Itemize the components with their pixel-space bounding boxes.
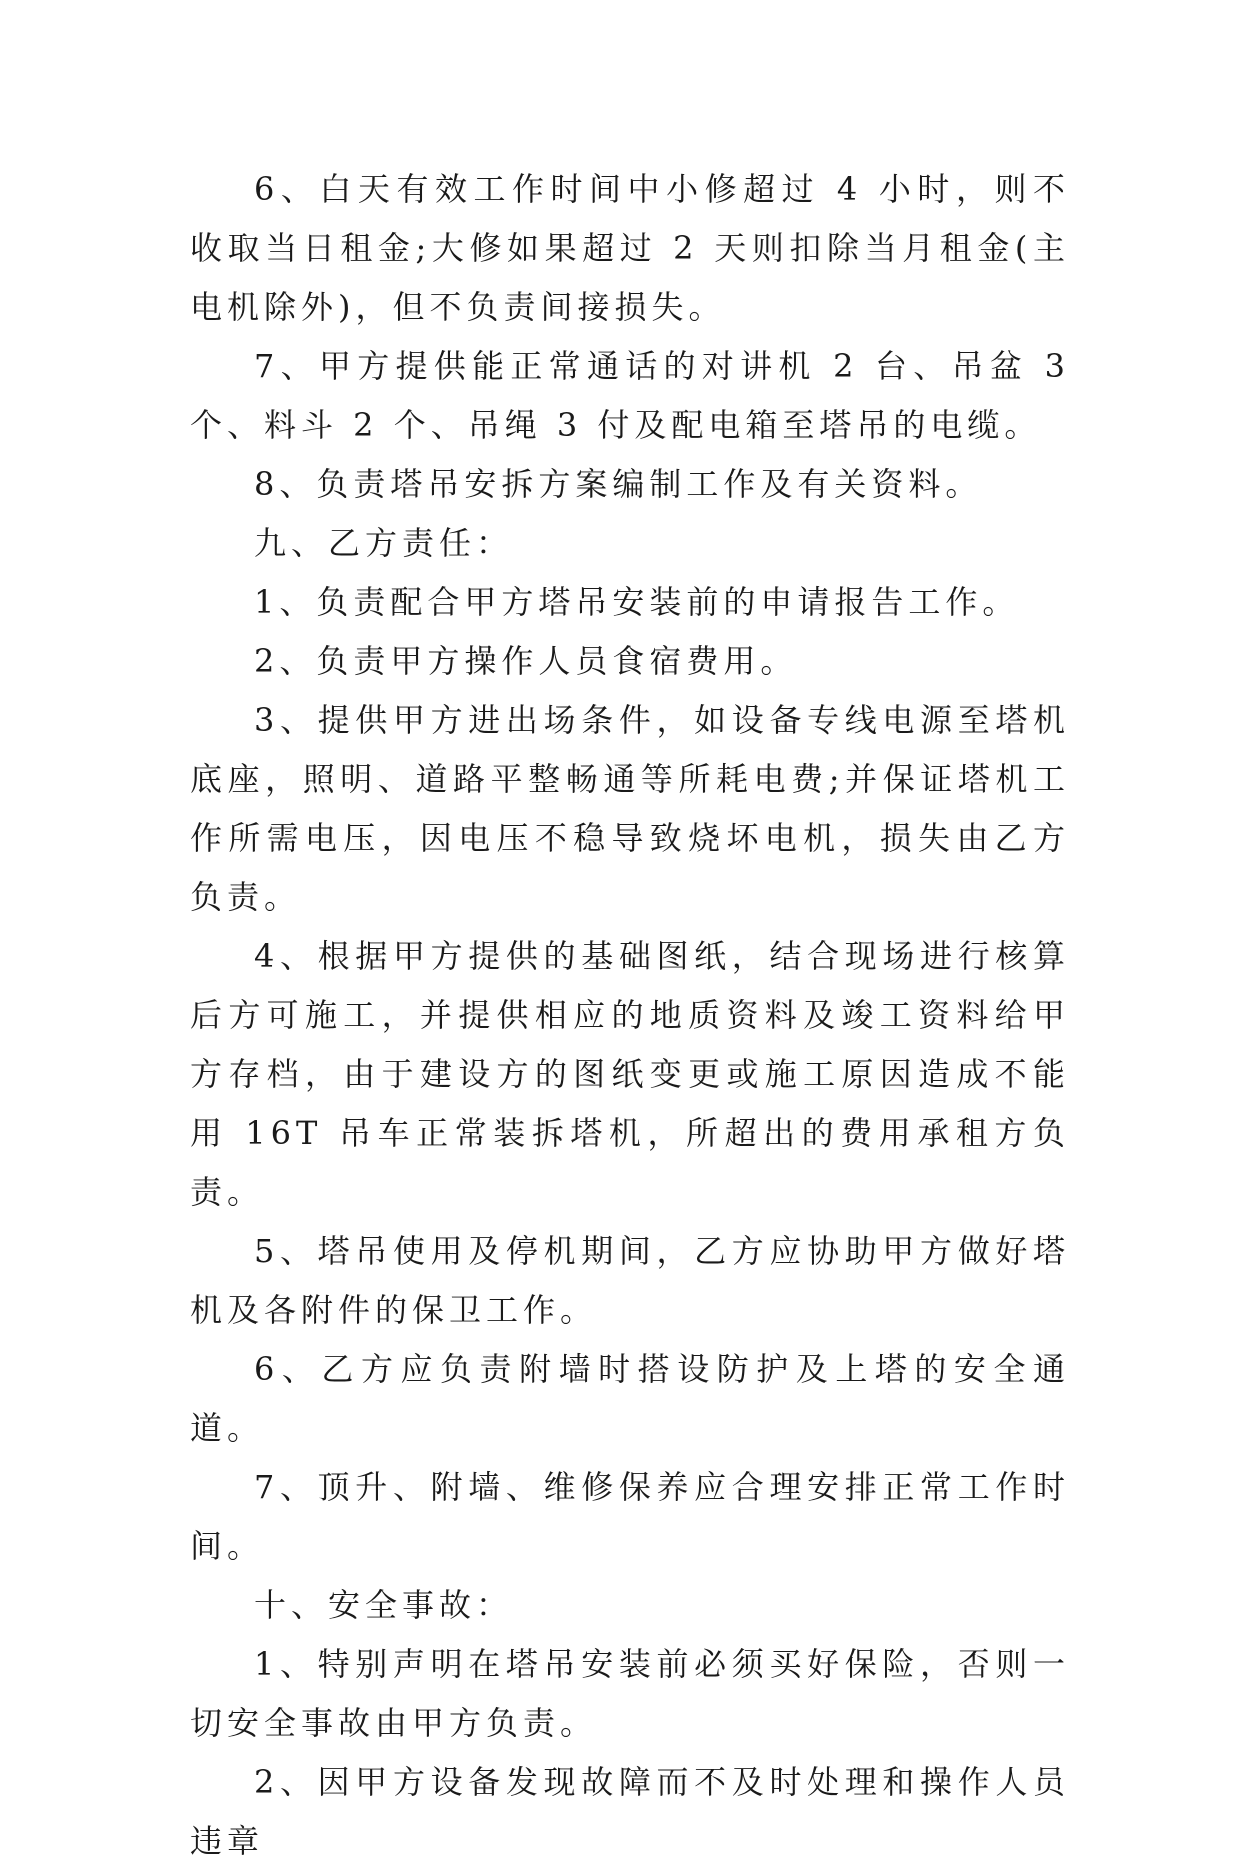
document-body	[190, 160, 1070, 1871]
paragraph-equipment-fault: 2、因甲方设备发现故障而不及时处理和操作人员违章	[190, 1763, 1070, 1860]
paragraph-security: 5、塔吊使用及停机期间，乙方应协助甲方做好塔机及各附件的保卫工作。	[190, 1232, 1070, 1329]
paragraph-installation-plan: 8、负责塔吊安拆方案编制工作及有关资料。	[254, 465, 983, 503]
section-heading-party-b: 九、乙方责任：	[254, 524, 514, 562]
section-heading-safety-accidents: 十、安全事故：	[254, 1586, 514, 1624]
paragraph-application-report: 1、负责配合甲方塔吊安装前的申请报告工作。	[254, 583, 1020, 621]
paragraph-equipment-provided: 7、甲方提供能正常通话的对讲机 2 台、吊盆 3 个、料斗 2 个、吊绳 3 付及配电箱至塔吊的电缆。	[190, 347, 1070, 444]
paragraph-safety-passage: 6、乙方应负责附墙时搭设防护及上塔的安全通道。	[190, 1350, 1070, 1447]
paragraph-repair-time: 6、白天有效工作时间中小修超过 4 小时，则不收取当日租金;大修如果超过 2 天则扣除当月租金(主电机除外)，但不负责间接损失。	[190, 170, 1070, 326]
paragraph-insurance: 1、特别声明在塔吊安装前必须买好保险，否则一切安全事故由甲方负责。	[190, 1645, 1070, 1742]
paragraph-accommodation: 2、负责甲方操作人员食宿费用。	[254, 642, 798, 680]
paragraph-foundation: 4、根据甲方提供的基础图纸，结合现场进行核算后方可施工，并提供相应的地质资料及竣工资料给甲方存档，由于建设方的图纸变更或施工原因造成不能用 16T 吊车正常装拆塔机，所超出的费用承租方负责。	[190, 937, 1070, 1211]
paragraph-site-conditions: 3、提供甲方进出场条件，如设备专线电源至塔机底座，照明、道路平整畅通等所耗电费;并保证塔机工作所需电压，因电压不稳导致烧坏电机，损失由乙方负责。	[190, 701, 1070, 916]
paragraph-work-schedule: 7、顶升、附墙、维修保养应合理安排正常工作时间。	[190, 1468, 1070, 1565]
